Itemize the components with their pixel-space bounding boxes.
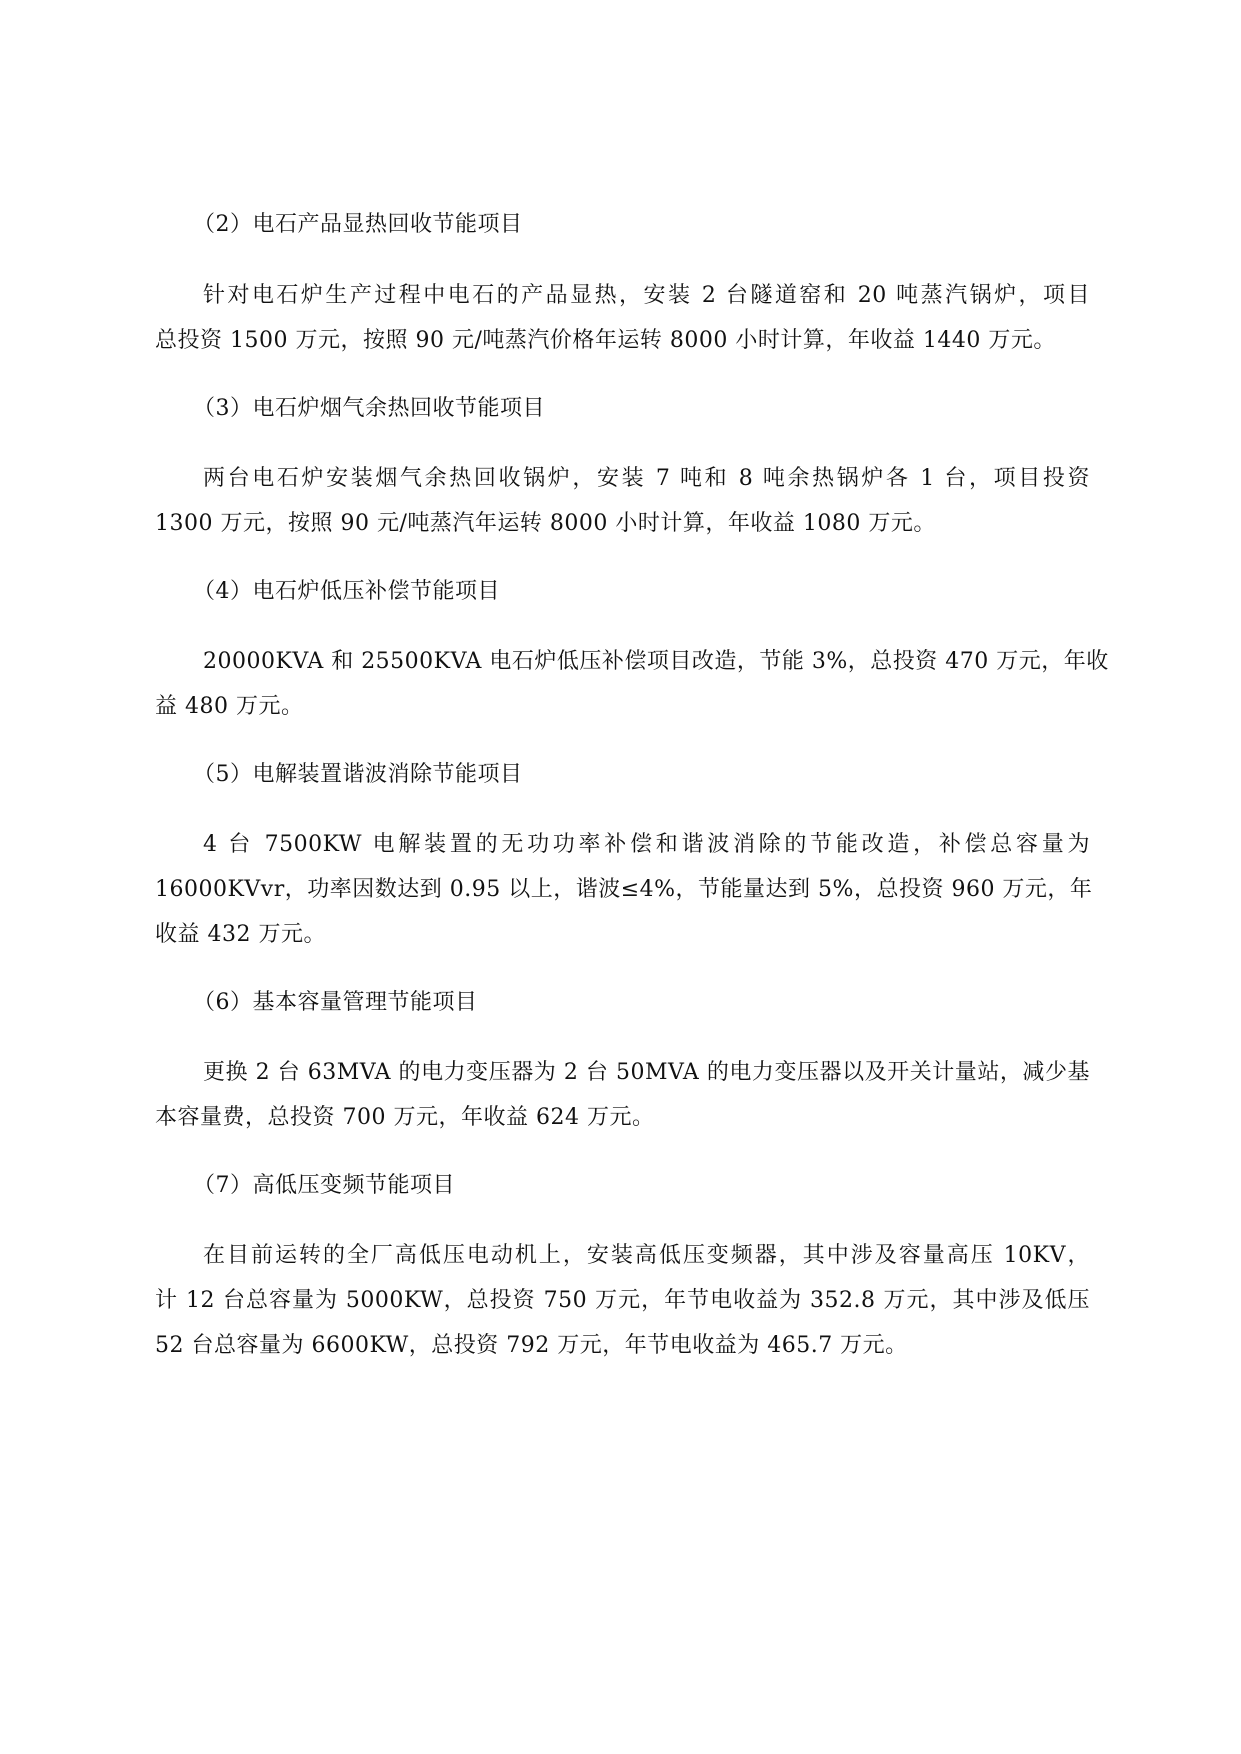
section-heading-4: （4）电石炉低压补偿节能项目 [193, 579, 500, 604]
section-6-line-2: 本容量费，总投资 700 万元，年收益 624 万元。 [155, 1105, 655, 1130]
section-2-line-2: 总投资 1500 万元，按照 90 元/吨蒸汽价格年运转 8000 小时计算，年收益 1440 万元。 [155, 328, 1056, 353]
section-7-line-1: 在目前运转的全厂高低压电动机上，安装高低压变频器，其中涉及容量高压 10KV， [203, 1243, 1090, 1268]
section-heading-3: （3）电石炉烟气余热回收节能项目 [193, 396, 545, 421]
section-heading-7: （7）高低压变频节能项目 [193, 1173, 455, 1198]
section-3-line-1: 两台电石炉安装烟气余热回收锅炉，安装 7 吨和 8 吨余热锅炉各 1 台，项目投资 [203, 466, 1090, 491]
section-4-line-1: 20000KVA 和 25500KVA 电石炉低压补偿项目改造，节能 3%，总投资 470 万元，年收 [203, 649, 1109, 674]
section-5-line-1: 4 台 7500KW 电解装置的无功功率补偿和谐波消除的节能改造，补偿总容量为 [203, 832, 1090, 857]
section-heading-5: （5）电解装置谐波消除节能项目 [193, 762, 523, 787]
section-6-line-1: 更换 2 台 63MVA 的电力变压器为 2 台 50MVA 的电力变压器以及开关计量站，减少基 [203, 1060, 1090, 1085]
section-3-line-2: 1300 万元，按照 90 元/吨蒸汽年运转 8000 小时计算，年收益 1080 万元。 [155, 511, 936, 536]
section-7-line-2: 计 12 台总容量为 5000KW，总投资 750 万元，年节电收益为 352.8 万元，其中涉及低压 [155, 1288, 1090, 1313]
section-5-line-2: 16000KVvr，功率因数达到 0.95 以上，谐波≤4%，节能量达到 5%，总投资 960 万元，年 [155, 877, 1093, 902]
section-heading-2: （2）电石产品显热回收节能项目 [193, 212, 523, 237]
section-5-line-3: 收益 432 万元。 [155, 922, 326, 947]
section-heading-6: （6）基本容量管理节能项目 [193, 990, 478, 1015]
section-4-line-2: 益 480 万元。 [155, 694, 304, 719]
section-2-line-1: 针对电石炉生产过程中电石的产品显热，安装 2 台隧道窑和 20 吨蒸汽锅炉，项目 [203, 283, 1090, 308]
section-7-line-3: 52 台总容量为 6600KW，总投资 792 万元，年节电收益为 465.7 万元。 [155, 1333, 908, 1358]
